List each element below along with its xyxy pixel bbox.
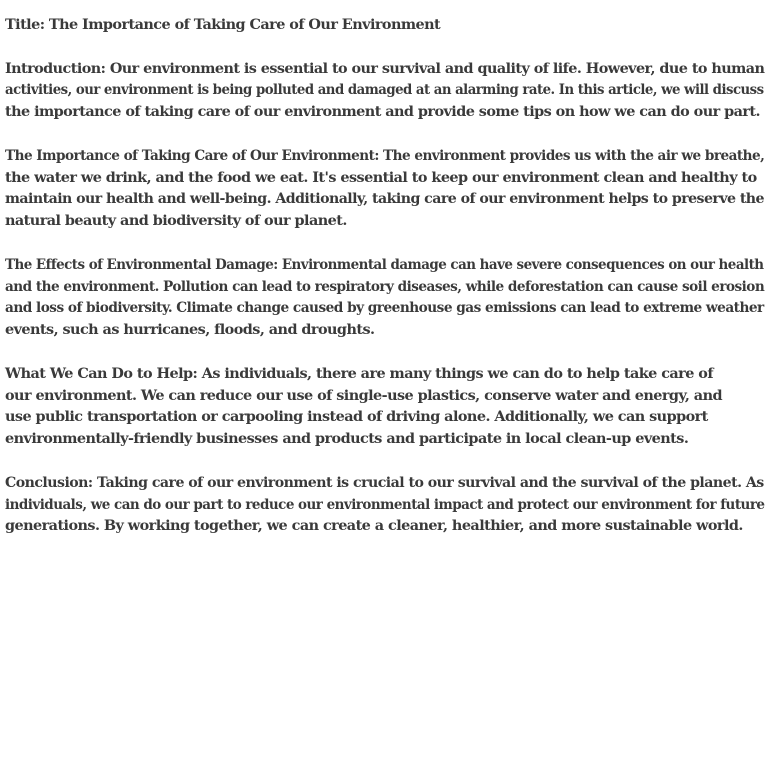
paragraph-line: environmentally-friendly businesses and products and participate in local clean-up events. [5, 430, 689, 448]
paragraph-line: Conclusion: Taking care of our environment is crucial to our survival and the survival of the planet. As [5, 473, 764, 491]
paragraph-line: natural beauty and biodiversity of our planet. [5, 212, 347, 230]
paragraph-line: The Effects of Environmental Damage: Environmental damage can have severe consequences on our health [5, 255, 764, 273]
paragraph-effects [5, 254, 764, 341]
paragraph-line: our environment. We can reduce our use of single-use plastics, conserve water and energy, and [5, 386, 722, 404]
paragraph-line: The Importance of Taking Care of Our Environment: The environment provides us with the air we breathe, [5, 146, 765, 164]
paragraph-line: the importance of taking care of our environment and provide some tips on how we can do our part. [5, 103, 760, 121]
paragraph-what-we-can-do [5, 363, 764, 450]
title-line: Title: The Importance of Taking Care of Our Environment [5, 16, 441, 33]
paragraph-line: and the environment. Pollution can lead to respiratory diseases, while deforestation can cause soil erosion [5, 277, 765, 295]
paragraph-line: the water we drink, and the food we eat. It's essential to keep our environment clean and healthy to [5, 168, 757, 186]
paragraph-line: Introduction: Our environment is essential to our survival and quality of life. However, due to human [5, 59, 765, 77]
paragraph-line: What We Can Do to Help: As individuals, there are many things we can do to help take care of [5, 364, 713, 382]
paragraph-line: generations. By working together, we can create a cleaner, healthier, and more sustainable world. [5, 517, 743, 535]
document-title [5, 14, 764, 36]
paragraph-line: individuals, we can do our part to reduce our environmental impact and protect our environment for future [5, 495, 765, 513]
paragraph-line: and loss of biodiversity. Climate change caused by greenhouse gas emissions can lead to extreme weather [5, 299, 764, 317]
paragraph-line: maintain our health and well-being. Additionally, taking care of our environment helps to preserve the [5, 190, 764, 208]
paragraph-line: events, such as hurricanes, floods, and droughts. [5, 321, 375, 339]
paragraph-introduction [5, 58, 764, 123]
paragraph-line: activities, our environment is being polluted and damaged at an alarming rate. In this article, we will discuss [5, 81, 764, 99]
paragraph-importance [5, 145, 764, 232]
paragraph-conclusion [5, 472, 764, 537]
paragraph-line: use public transportation or carpooling instead of driving alone. Additionally, we can support [5, 408, 708, 426]
